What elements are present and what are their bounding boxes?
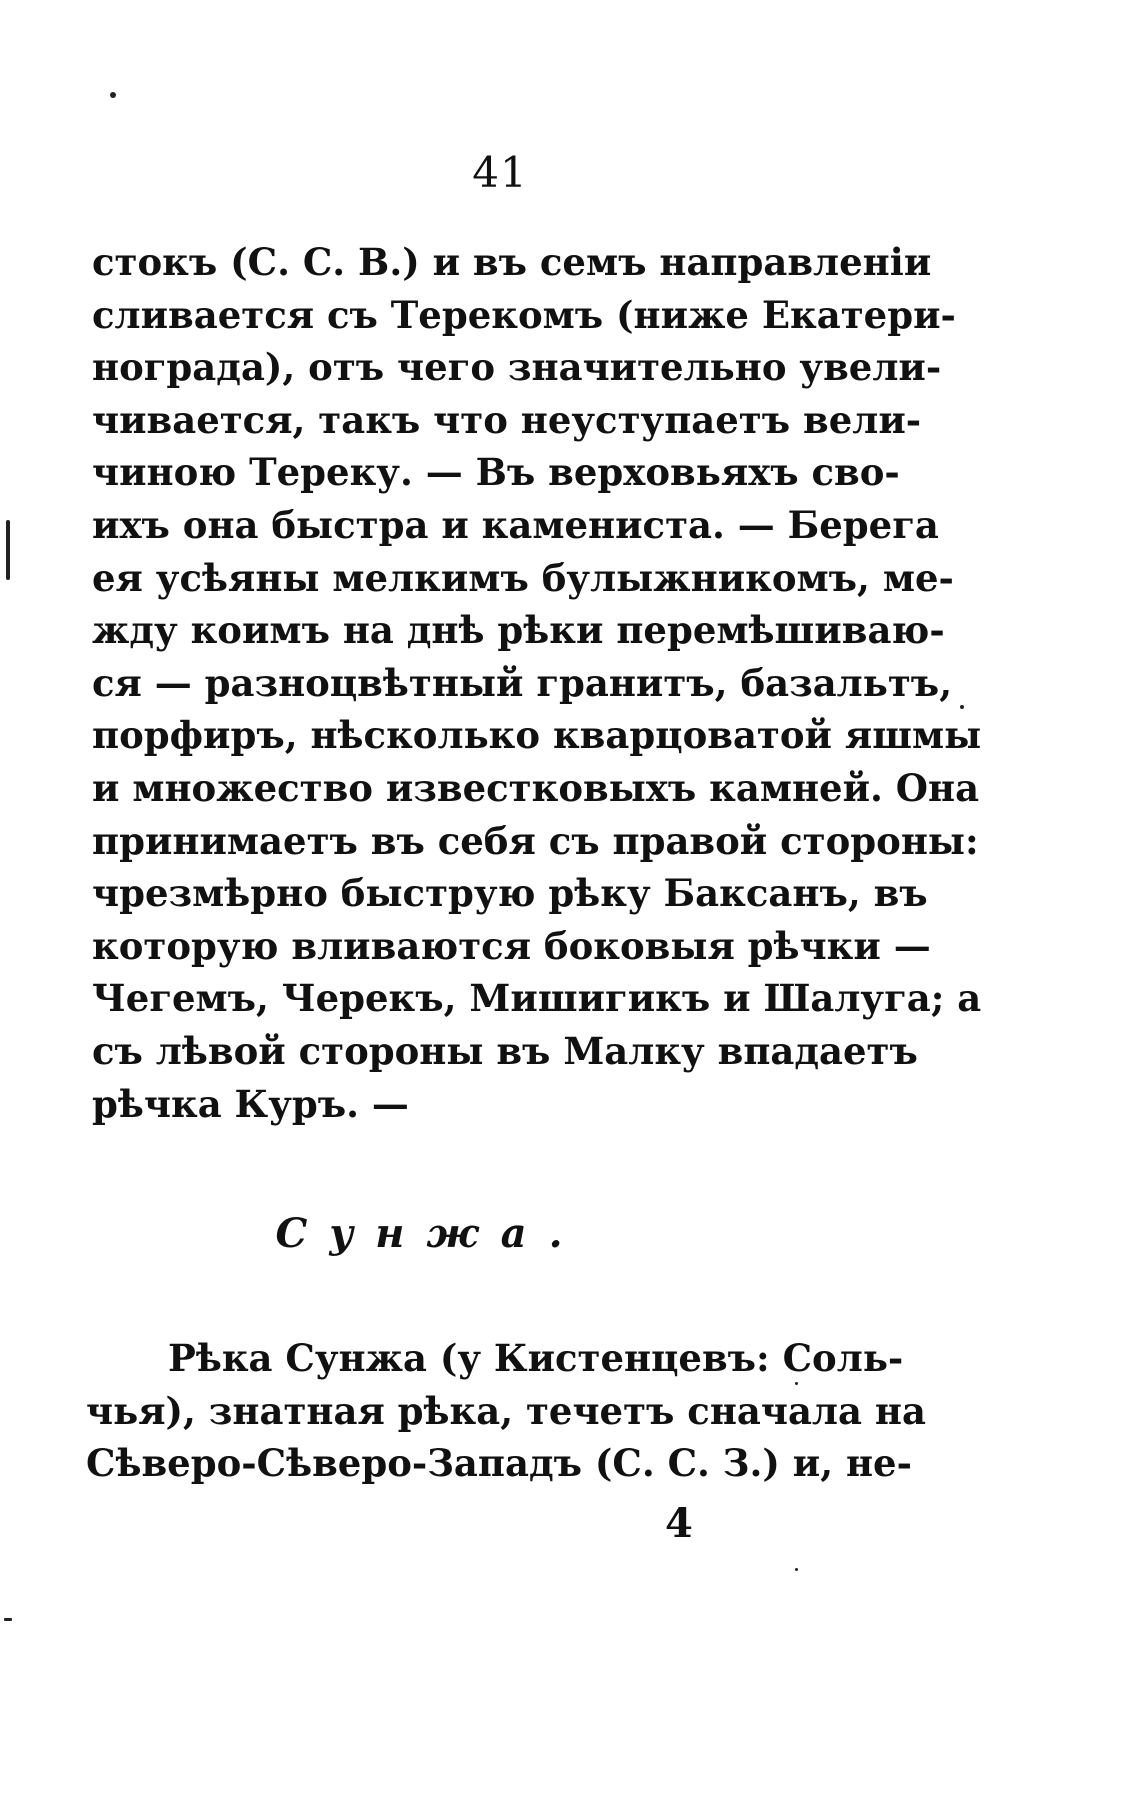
text-line: сливается съ Терекомъ (ниже Екатери- xyxy=(92,292,956,337)
text-line: чиною Тереку. — Въ верховьяхъ сво- xyxy=(92,450,900,495)
text-line: чья), знатная рѣка, течетъ сначала на xyxy=(86,1388,926,1433)
text-line: чрезмѣрно быструю рѣку Баксанъ, въ xyxy=(92,871,928,916)
section-heading: Сунжа. xyxy=(275,1210,585,1257)
text-line: ся — разноцвѣтный гранитъ, базальтъ, xyxy=(92,660,953,705)
text-line: ея усѣяны мелкимъ булыжникомъ, ме- xyxy=(92,555,954,600)
text-line: Сѣверо-Сѣверо-Западъ (С. С. З.) и, не- xyxy=(86,1441,912,1486)
scan-speck xyxy=(4,1618,12,1621)
signature-mark: 4 xyxy=(665,1500,693,1547)
text-line: нограда), отъ чего значительно увели- xyxy=(92,345,942,390)
scan-speck xyxy=(110,92,116,98)
scan-speck xyxy=(795,1382,798,1385)
text-line: ихъ она быстра и каменистa. — Берега xyxy=(92,502,939,547)
text-line: и множество известковыхъ камней. Она xyxy=(92,765,980,810)
text-line: Чегемъ, Черекъ, Мишигикъ и Шалуга; а xyxy=(92,976,982,1021)
text-line: съ лѣвой стороны въ Малку впадаетъ xyxy=(92,1028,918,1073)
scan-speck xyxy=(6,520,10,580)
main-paragraph xyxy=(92,236,982,1130)
text-line: чивается, такъ что неуступаетъ вели- xyxy=(92,397,922,442)
page-number: 41 xyxy=(472,148,528,197)
text-line: принимаетъ въ себя съ правой стороны: xyxy=(92,818,979,863)
text-line: которую вливаются боковыя рѣчки — xyxy=(92,923,931,968)
scan-speck xyxy=(795,1568,798,1571)
second-paragraph xyxy=(86,1332,926,1490)
text-line: рѣчка Куръ. — xyxy=(92,1081,409,1126)
text-line: Рѣка Сунжа (у Кистенцевъ: Соль- xyxy=(168,1336,904,1380)
text-line: жду коимъ на днѣ рѣки перемѣшиваю- xyxy=(92,608,945,653)
scan-speck xyxy=(960,705,964,709)
text-line: порфиръ, нѣсколько кварцоватой яшмы xyxy=(92,713,982,758)
text-line: стокъ (С. С. В.) и въ семъ направленіи xyxy=(92,240,932,284)
